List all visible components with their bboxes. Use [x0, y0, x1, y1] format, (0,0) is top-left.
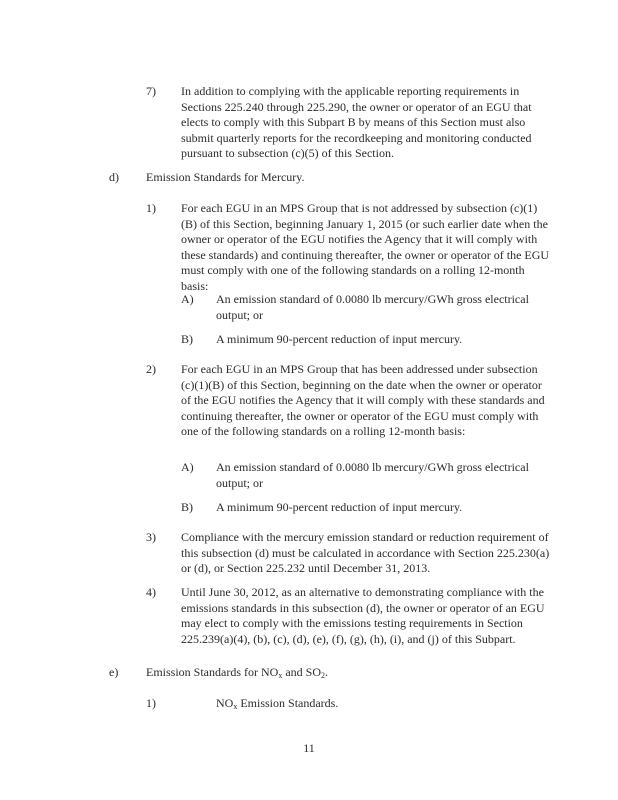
item-d4-text: Until June 30, 2012, as an alternative to demonstrating compliance with the emissions standards in this subsection (d), the owner or operator of an EGU may elect to comply with the emissions testing requirements in Section 225.239(a)(4), (b), (c), (d), (e), (f), (g), (h), (i), and (j) of this Subpart.	[181, 585, 545, 646]
item-d2-text: For each EGU in an MPS Group that has been addressed under subsection (c)(1)(B) of this Section, beginning on the date when the owner or operator of the EGU notifies the Agency that it will comply with these standards and continuing thereafter, the owner or operator of the EGU must comply with one of the following standards on a rolling 12-month basis:	[181, 362, 545, 438]
item-d3-text: Compliance with the mercury emission standard or reduction requirement of this subsection (d) must be calculated in accordance with Section 225.230(a) or (d), or Section 225.232 until December 31, 2013.	[181, 530, 550, 575]
item-d1-B-label: B)	[181, 332, 193, 346]
item-d2-B-text: A minimum 90-percent reduction of input mercury.	[216, 500, 463, 514]
item-d2-A-text: An emission standard of 0.0080 lb mercury/GWh gross electrical output; or	[216, 460, 529, 490]
item-d3-label: 3)	[146, 530, 156, 544]
item-e1-title: $NO_x$ Emission Standards.	[216, 696, 339, 711]
section-d-title: Emission Standards for Mercury.	[146, 170, 305, 184]
item-d4-label: 4)	[146, 585, 156, 599]
item-d2-A-label: A)	[181, 460, 194, 474]
item-d1-A-text: An emission standard of 0.0080 lb mercury/GWh gross electrical output; or	[216, 292, 529, 322]
item-d1-label: 1)	[146, 201, 156, 215]
section-e-label: e)	[109, 665, 119, 679]
section-d-label: d)	[109, 170, 119, 184]
item-d1-B-text: A minimum 90-percent reduction of input mercury.	[216, 332, 463, 346]
item-7-text: In addition to complying with the applicable reporting requirements in Sections 225.240 through 225.290, the owner or operator of an EGU that elects to comply with this Subpart B by means of this Section must also submit quarterly reports for the recordkeeping and monitoring conducted pursuant to subsection (c)(5) of this Section.	[181, 84, 532, 160]
item-7-label: 7)	[146, 84, 156, 98]
item-e1-label: 1)	[146, 696, 156, 710]
item-d2-B-label: B)	[181, 500, 193, 514]
item-d1-A-label: A)	[181, 292, 194, 306]
page-number: 11	[303, 741, 315, 755]
item-d2-label: 2)	[146, 362, 156, 376]
item-d1-text: For each EGU in an MPS Group that is not addressed by subsection (c)(1)(B) of this Section, beginning January 1, 2015 (or such earlier date when the owner or operator of the EGU notifies the Agency that it will comply with these standards) and continuing thereafter, the owner or operator of the EGU must comply with one of the following standards on a rolling 12-month basis:	[181, 201, 550, 293]
section-e-title: Emission Standards for $NO_x$ and $SO_2$.	[146, 665, 328, 680]
